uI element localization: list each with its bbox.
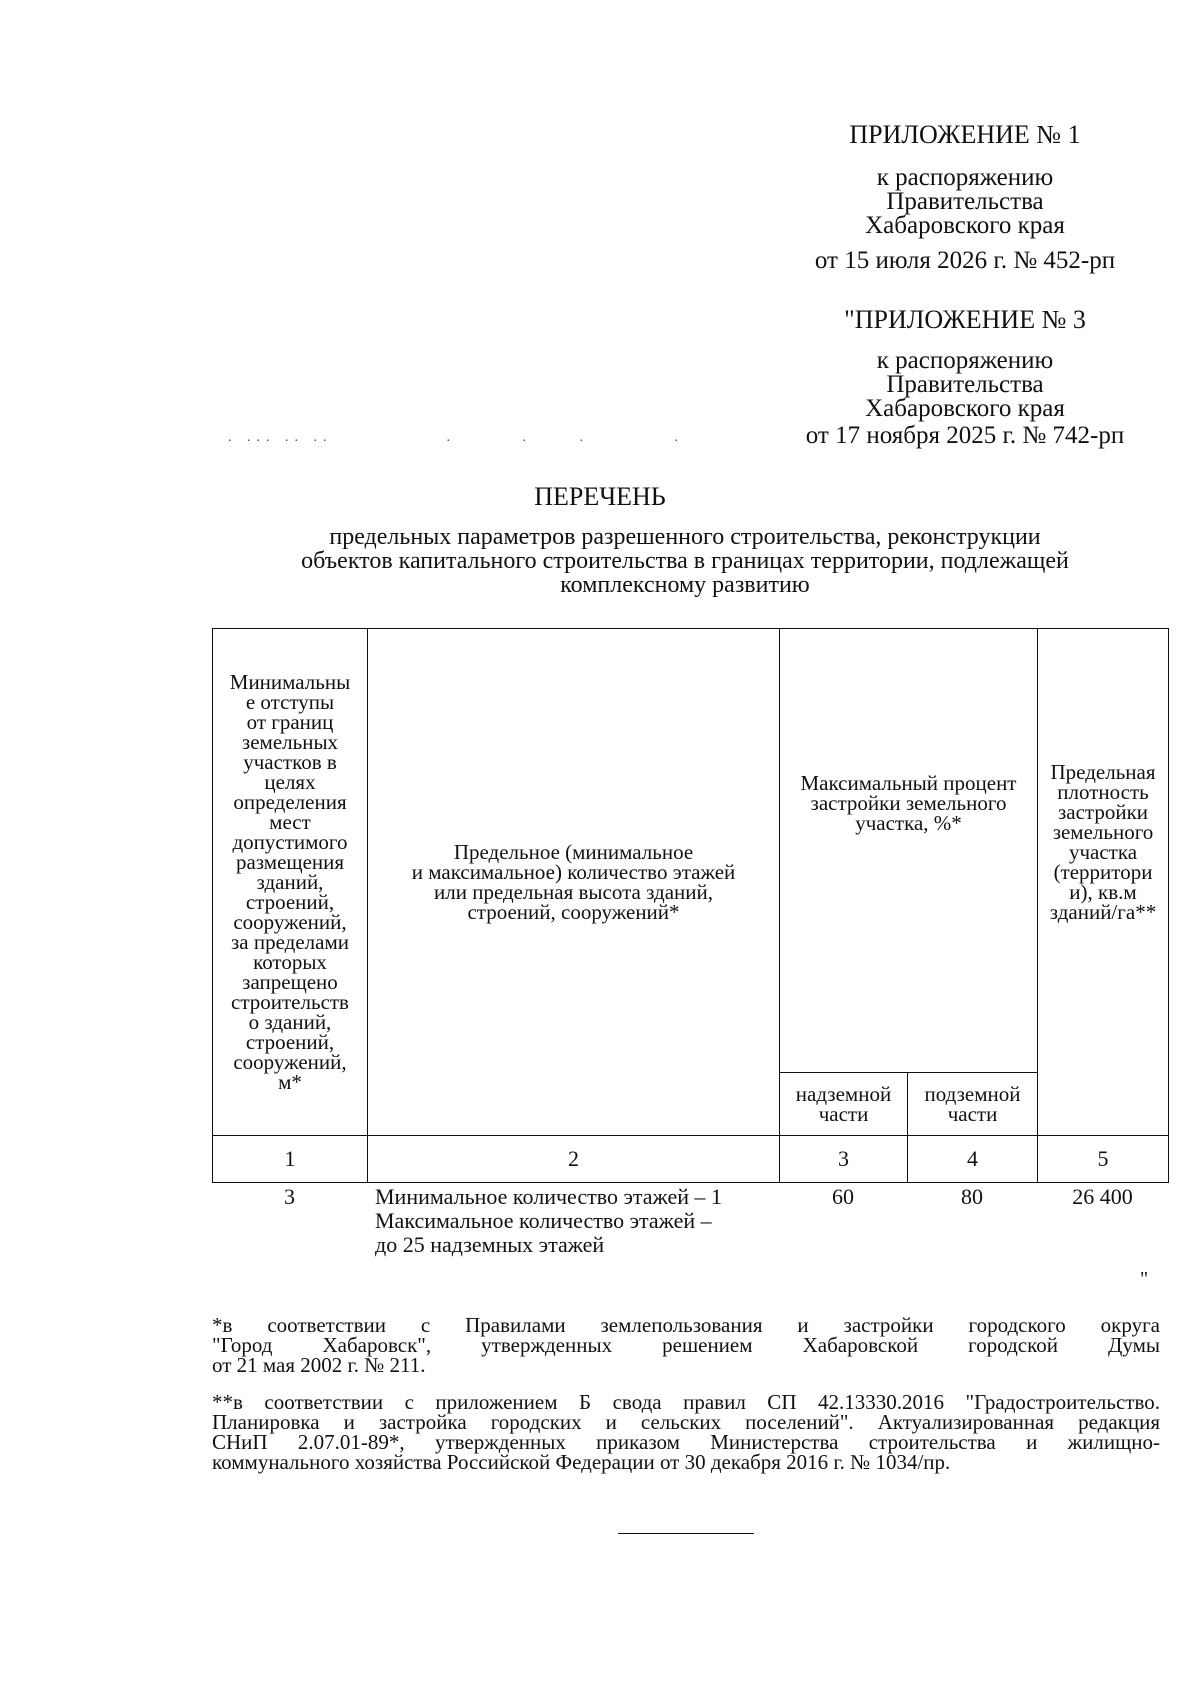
col-number: 5 <box>1038 1136 1169 1183</box>
row-floors-text: Минимальное количество этажей – 1 Максимальное количество этажей – до 25 надземных этажей <box>375 1184 722 1257</box>
col-number: 4 <box>908 1136 1038 1183</box>
table-header-row <box>213 629 1169 1073</box>
closing-quote: " <box>1140 1268 1149 1290</box>
col-number: 2 <box>368 1136 780 1183</box>
header-above-ground: надземной части <box>780 1073 908 1136</box>
header-max-coverage: Максимальный процент застройки земельного участка, %* <box>780 629 1038 1073</box>
row-setback-value: 3 <box>284 1184 295 1209</box>
annex1-date: от 15 июля 2026 г. № 452-рп <box>814 247 1116 274</box>
header-floors-height: Предельное (минимальное и максимальное) количество этажей или предельная высота зданий, строений, сооружений* <box>368 629 780 1136</box>
header-min-setbacks: Минимальны е отступы от границ земельных участков в целях определения мест допустимого размещения зданий, строений, сооружений, за пределами которых запрещено строительств о зданий, строений, сооружений, м* <box>213 629 368 1136</box>
annex3-title: "ПРИЛОЖЕНИЕ № 3 <box>844 305 1086 334</box>
annex1-line: к распоряжению <box>876 164 1054 191</box>
header-underground: подземной части <box>908 1073 1038 1136</box>
subtitle-line: объектов капитального строительства в границах территории, подлежащей <box>301 548 1069 574</box>
table-number-row <box>213 1136 1169 1183</box>
col-number: 1 <box>213 1136 368 1183</box>
annex3-line: Правительства <box>886 371 1044 398</box>
parameters-table <box>212 628 1169 1183</box>
row-above-ground-value: 60 <box>832 1184 854 1209</box>
list-subtitle <box>205 525 1165 597</box>
row-underground-value: 80 <box>961 1184 983 1209</box>
footnote-2: **в соответствии с приложением Б свода правил СП 42.13330.2016 "Градостроительство. Планировка и застройка городских и сельских поселений". Актуализированная редакция СНиП 2.07.01-89*, утвержденных приказом Министерства строительства и жилищно- коммунального хозяйства Российской Федерации от 30 декабря 2016 г. № 1034/пр. <box>212 1390 1160 1474</box>
annex3-block <box>780 305 1150 451</box>
scan-noise: . ... .. .. . . . . <box>228 430 684 445</box>
annex1-block <box>780 120 1150 276</box>
annex3-line: Хабаровского края <box>865 395 1065 422</box>
annex3-line: к распоряжению <box>876 347 1054 374</box>
annex1-lines <box>780 166 1150 238</box>
header-density: Предельная плотность застройки земельного участка (территори и), кв.м зданий/га** <box>1038 629 1169 1136</box>
list-heading: ПЕРЕЧЕНЬ <box>534 482 666 511</box>
annex1-line: Правительства <box>886 188 1044 215</box>
footnote-1: *в соответствии с Правилами землепользования и застройки городского округа "Город Хабаровск", утвержденных решением Хабаровской городской Думы от 21 мая 2002 г. № 211. <box>212 1313 1160 1377</box>
col-number: 3 <box>780 1136 908 1183</box>
annex3-lines <box>780 349 1150 421</box>
annex1-title: ПРИЛОЖЕНИЕ № 1 <box>849 120 1081 149</box>
subtitle-line: предельных параметров разрешенного строительства, реконструкции <box>329 524 1041 550</box>
annex1-line: Хабаровского края <box>865 212 1065 239</box>
subtitle-line: комплексному развитию <box>560 572 810 598</box>
annex3-date: от 17 ноября 2025 г. № 742-рп <box>805 422 1125 449</box>
row-density-value: 26 400 <box>1072 1184 1133 1209</box>
end-separator <box>618 1533 754 1534</box>
